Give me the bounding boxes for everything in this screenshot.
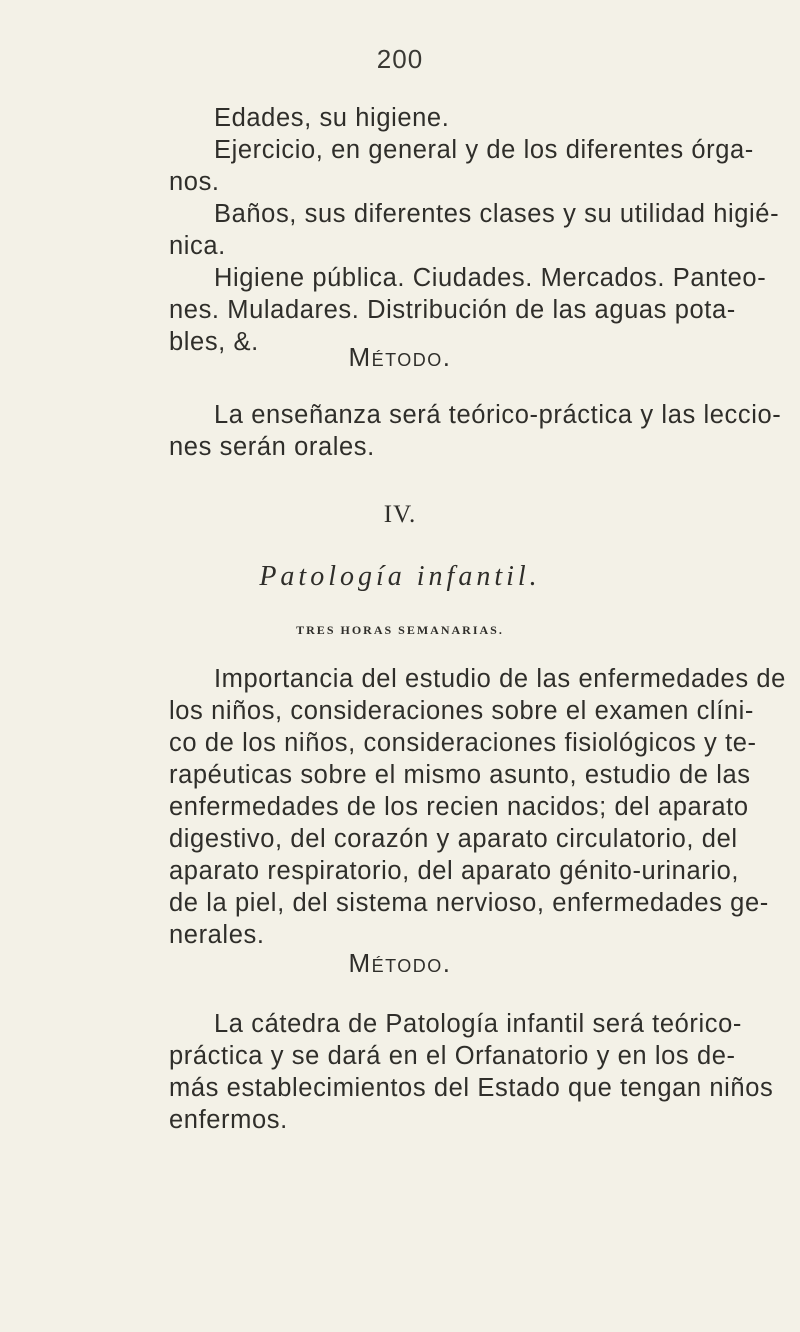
text-line: La enseñanza será teórico-práctica y las leccio- [214, 401, 782, 429]
text-line: los niños, consideraciones sobre el examen clíni- [169, 697, 755, 725]
page-number: 200 [376, 44, 424, 74]
text-line: bles, &. [169, 328, 259, 356]
section-hours: TRES HORAS SEMANARIAS. [296, 623, 504, 637]
text-line: enfermos. [169, 1106, 288, 1134]
text-line: Higiene pública. Ciudades. Mercados. Panteo- [214, 264, 767, 292]
text-line: Edades, su higiene. [214, 104, 450, 132]
hygiene-topics-list [169, 102, 780, 358]
text-line: La cátedra de Patología infantil será teórico- [214, 1010, 742, 1038]
text-line: nerales. [169, 921, 265, 949]
method-paragraph [169, 399, 782, 463]
text-line: Ejercicio, en general y de los diferentes órga- [214, 136, 754, 164]
text-line: Importancia del estudio de las enfermedades de [214, 665, 786, 693]
text-line: Baños, sus diferentes clases y su utilidad higié- [214, 200, 780, 228]
text-line: nica. [169, 232, 226, 260]
text-line: aparato respiratorio, del aparato génito-urinario, [169, 857, 740, 885]
text-line: nes. Muladares. Distribución de las aguas pota- [169, 296, 736, 324]
method-heading: Método. [348, 948, 452, 978]
text-line: nos. [169, 168, 220, 196]
method-paragraph [169, 1008, 774, 1136]
section-title: Patología infantil. [259, 561, 541, 592]
text-line: práctica y se dará en el Orfanatorio y en los de- [169, 1042, 736, 1070]
text-line: digestivo, del corazón y aparato circulatorio, del [169, 825, 738, 853]
text-line: más establecimientos del Estado que tengan niños [169, 1074, 774, 1102]
text-line: nes serán orales. [169, 433, 375, 461]
text-line: co de los niños, consideraciones fisiológicos y te- [169, 729, 757, 757]
text-line: rapéuticas sobre el mismo asunto, estudio de las [169, 761, 751, 789]
section-number: IV. [383, 501, 417, 528]
text-line: enfermedades de los recien nacidos; del aparato [169, 793, 749, 821]
pediatrics-topics-paragraph [169, 663, 786, 951]
text-line: de la piel, del sistema nervioso, enfermedades ge- [169, 889, 769, 917]
method-heading: Método. [348, 342, 452, 372]
